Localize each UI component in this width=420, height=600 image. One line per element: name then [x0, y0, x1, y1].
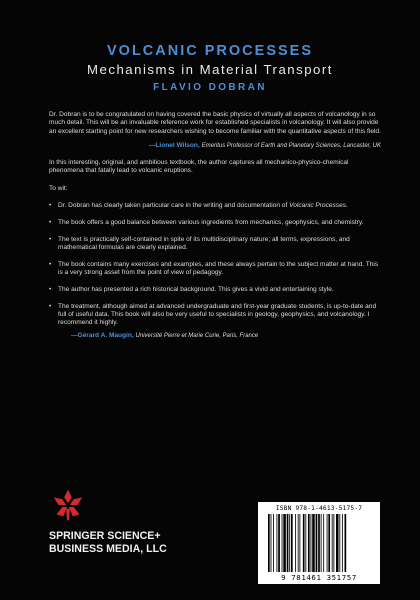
barcode-bar: [278, 514, 280, 572]
reviewer-name: —Lionel Wilson,: [148, 141, 200, 149]
springer-horse-icon: [49, 486, 87, 524]
publisher-name: [49, 530, 167, 556]
bullet-text: The book offers a good balance between various ingredients from mechanics, geophysics, and chemistry.: [58, 218, 364, 226]
barcode-bar: [332, 514, 333, 572]
isbn-barcode: [258, 502, 380, 584]
bullet-text: The author has presented a rich historical background. This gives a vivid and entertaining style.: [58, 285, 334, 293]
review-wilson-attribution: [49, 142, 381, 150]
barcode-bar: [336, 514, 339, 572]
book-author: FLAVIO DOBRAN: [153, 82, 267, 93]
reviewer-affiliation: Université Pierre et Marie Curie, Paris, France: [135, 333, 259, 340]
bullet-text-emphasis: Volcanic Processes: [289, 202, 346, 210]
publisher-line-2: BUSINESS MEDIA, LLC: [49, 543, 167, 555]
barcode-bar: [305, 514, 306, 572]
barcode-bar: [345, 514, 347, 572]
barcode-bar: [318, 514, 320, 572]
barcode-bar: [312, 514, 315, 572]
barcode-bar: [321, 514, 322, 572]
review-bullet-list: [49, 202, 381, 327]
barcode-bar: [299, 514, 300, 572]
springer-logo: [49, 486, 87, 529]
bullet-icon: •: [49, 285, 52, 293]
publisher-line-1: SPRINGER SCIENCE+: [49, 530, 161, 542]
book-subtitle: Mechanisms in Material Transport: [87, 62, 333, 77]
barcode-bar: [273, 514, 274, 572]
barcode-bar: [282, 514, 283, 572]
bullet-text: Dr. Dobran has clearly taken particular care in the writing and documentation of: [58, 202, 290, 210]
list-item: [49, 303, 381, 328]
bullet-text: The book contains many exercises and examples, and these always pertain to the subject matter at hand. This is a very strong asset from the point of view of pedagogy.: [58, 260, 379, 277]
list-item: [49, 236, 381, 253]
book-title: VOLCANIC PROCESSES: [107, 43, 313, 59]
cover-header: [0, 42, 420, 95]
barcode-bar: [311, 514, 312, 572]
bullet-icon: •: [49, 235, 52, 243]
barcode-bar: [271, 514, 272, 572]
reviewer-affiliation: Emeritus Professor of Earth and Planetary Sciences, Lancaster, UK: [201, 142, 381, 149]
barcode-bar: [268, 514, 270, 572]
review-text-block: [49, 111, 381, 340]
review-wilson-text: Dr. Dobran is to be congratulated on having covered the basic physics of virtually all aspects of volcanology in so much detail. This will be an invaluable reference work for established specialists in volcanology. It will also provide an excellent starting point for new researchers wishing to become familiar with the quantitative aspects of this field.: [49, 111, 381, 135]
barcode-bar: [277, 514, 278, 572]
barcode-bar: [283, 514, 286, 572]
barcode-bar: [323, 514, 324, 572]
barcode-bar: [308, 514, 310, 572]
barcode-digits: 9 781461 351757: [281, 573, 357, 582]
barcode-bars: [267, 514, 371, 572]
barcode-bar: [339, 514, 340, 572]
barcode-bar: [333, 514, 334, 572]
bullet-icon: •: [49, 260, 52, 268]
list-item: [49, 261, 381, 278]
bullet-text: The treatment, although aimed at advanced undergraduate and first-year graduate students, is up-to-date and full of useful data. This book will also be very useful to specialists in geology, geophysics, and volcanology. I recommend it highly.: [58, 302, 377, 327]
bullet-icon: •: [49, 218, 52, 226]
list-item: [49, 219, 381, 227]
barcode-bar: [298, 514, 299, 572]
barcode-bar: [342, 514, 343, 572]
barcode-bar: [303, 514, 305, 572]
barcode-bar: [327, 514, 328, 572]
barcode-bar: [328, 514, 330, 572]
review-maugin-towit: To wit:: [49, 184, 68, 192]
barcode-bar: [287, 514, 289, 572]
bullet-icon: •: [49, 202, 52, 210]
bullet-icon: •: [49, 302, 52, 310]
barcode-bar: [289, 514, 290, 572]
barcode-bar: [316, 514, 318, 572]
bullet-text-end: .: [345, 202, 348, 210]
review-maugin-intro: In this interesting, original, and ambitious textbook, the author captures all mechanico-physico-chemical phenomena that fatally lead to volcanic eruptions.: [49, 159, 349, 175]
review-maugin-attribution: [49, 332, 381, 340]
list-item: [49, 202, 381, 210]
reviewer-name: —Gérard A. Maugin,: [71, 332, 134, 340]
isbn-label: ISBN 978-1-4613-5175-7: [275, 505, 363, 512]
barcode-bar: [291, 514, 293, 572]
barcode-bar: [295, 514, 296, 572]
bullet-text: The text is practically self-contained in spite of its multidisciplinary nature; all terms, expressions, and mathematical formulas are clearly explained.: [58, 235, 350, 251]
list-item: [49, 286, 381, 294]
